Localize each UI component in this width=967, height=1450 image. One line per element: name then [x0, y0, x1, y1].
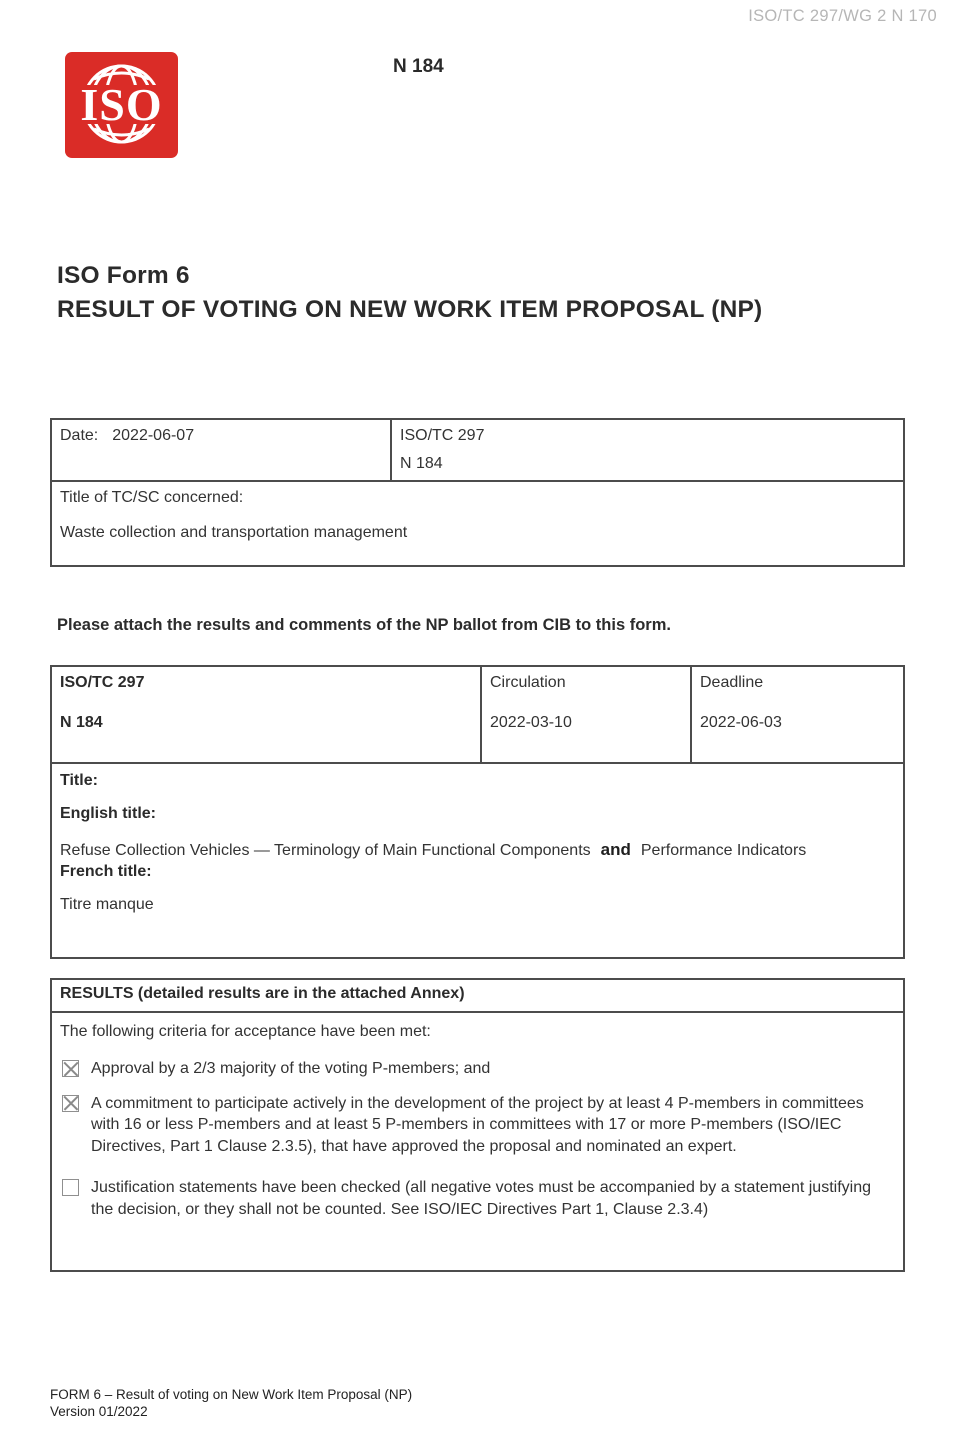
criterion-text: A commitment to participate actively in the development of the project by at least 4 P-members in committees with 16 or less P-members and at least 5 P-members in committees with 17 or more P-members (ISO/IEC Directives, Part 1 Clause 2.3.5), that have approved the proposal and nominated an expert. — [91, 1094, 864, 1155]
ballot-committee-cell — [52, 667, 480, 762]
results-table — [50, 978, 905, 1272]
justification-checkbox[interactable] — [62, 1179, 79, 1196]
ballot-committee-name: ISO/TC 297 — [60, 674, 145, 691]
attach-instruction: Please attach the results and comments of the NP ballot from CIB to this form. — [57, 616, 671, 634]
criterion-majority — [60, 1058, 895, 1080]
tc-title-value: Waste collection and transportation management — [60, 524, 408, 541]
form-title — [57, 259, 762, 327]
deadline-cell — [690, 667, 903, 762]
majority-checkbox[interactable] — [62, 1060, 79, 1077]
iso-logo — [65, 52, 178, 158]
info-table-row-date — [52, 420, 903, 480]
tc-title-label: Title of TC/SC concerned: — [60, 489, 244, 506]
form-title-line2: RESULT OF VOTING ON NEW WORK ITEM PROPOSAL (NP) — [57, 296, 763, 323]
criterion-text: Justification statements have been checked (all negative votes must be accompanied by a statement justifying the decision, or they shall not be counted. See ISO/IEC Directives Part 1, Clause 2.3.4) — [91, 1179, 871, 1218]
info-table — [50, 418, 905, 567]
deadline-label: Deadline — [700, 674, 764, 691]
committee-name: ISO/TC 297 — [400, 427, 485, 444]
ballot-table-header-row — [52, 667, 903, 762]
ballot-table — [50, 665, 905, 959]
english-title-part1: Refuse Collection Vehicles — Terminology of Main Functional Components — [60, 842, 591, 859]
date-label: Date: — [60, 427, 99, 444]
ballot-doc-number: N 184 — [60, 714, 103, 731]
committee-cell — [390, 420, 903, 480]
title-label: Title: — [60, 772, 98, 789]
form-title-line1: ISO Form 6 — [57, 262, 190, 289]
date-value: 2022-06-07 — [112, 427, 195, 444]
iso-logo-graphic — [65, 52, 178, 158]
footer-version: Version 01/2022 — [50, 1404, 148, 1419]
footer-form-name: FORM 6 – Result of voting on New Work Item Proposal (NP) — [50, 1387, 413, 1402]
french-title-label: French title: — [60, 863, 152, 880]
document-number-top: N 184 — [393, 56, 444, 77]
committee-doc-number: N 184 — [400, 455, 443, 472]
criteria-intro: The following criteria for acceptance have been met: — [60, 1023, 431, 1040]
info-table-row-tc-title — [52, 480, 903, 565]
criterion-text: Approval by a 2/3 majority of the voting P-members; and — [91, 1060, 491, 1077]
page-footer — [50, 1386, 412, 1420]
english-title-part2: Performance Indicators — [640, 842, 807, 859]
circulation-cell — [480, 667, 690, 762]
commitment-checkbox[interactable] — [62, 1095, 79, 1112]
criterion-justification — [60, 1177, 895, 1220]
document-reference: ISO/TC 297/WG 2 N 170 — [748, 7, 937, 25]
title-section — [52, 762, 903, 957]
circulation-label: Circulation — [490, 674, 566, 691]
criterion-commitment — [60, 1093, 895, 1158]
iso-logo-text: ISO — [80, 79, 163, 130]
results-body — [52, 1011, 903, 1270]
results-header: RESULTS (detailed results are in the attached Annex) — [60, 985, 465, 1002]
date-cell — [52, 420, 390, 480]
deadline-date: 2022-06-03 — [700, 714, 782, 731]
english-title-and: and — [600, 840, 631, 859]
english-title-value — [60, 839, 860, 862]
french-title-value: Titre manque — [60, 896, 154, 913]
english-title-label: English title: — [60, 805, 156, 822]
circulation-date: 2022-03-10 — [490, 714, 572, 731]
